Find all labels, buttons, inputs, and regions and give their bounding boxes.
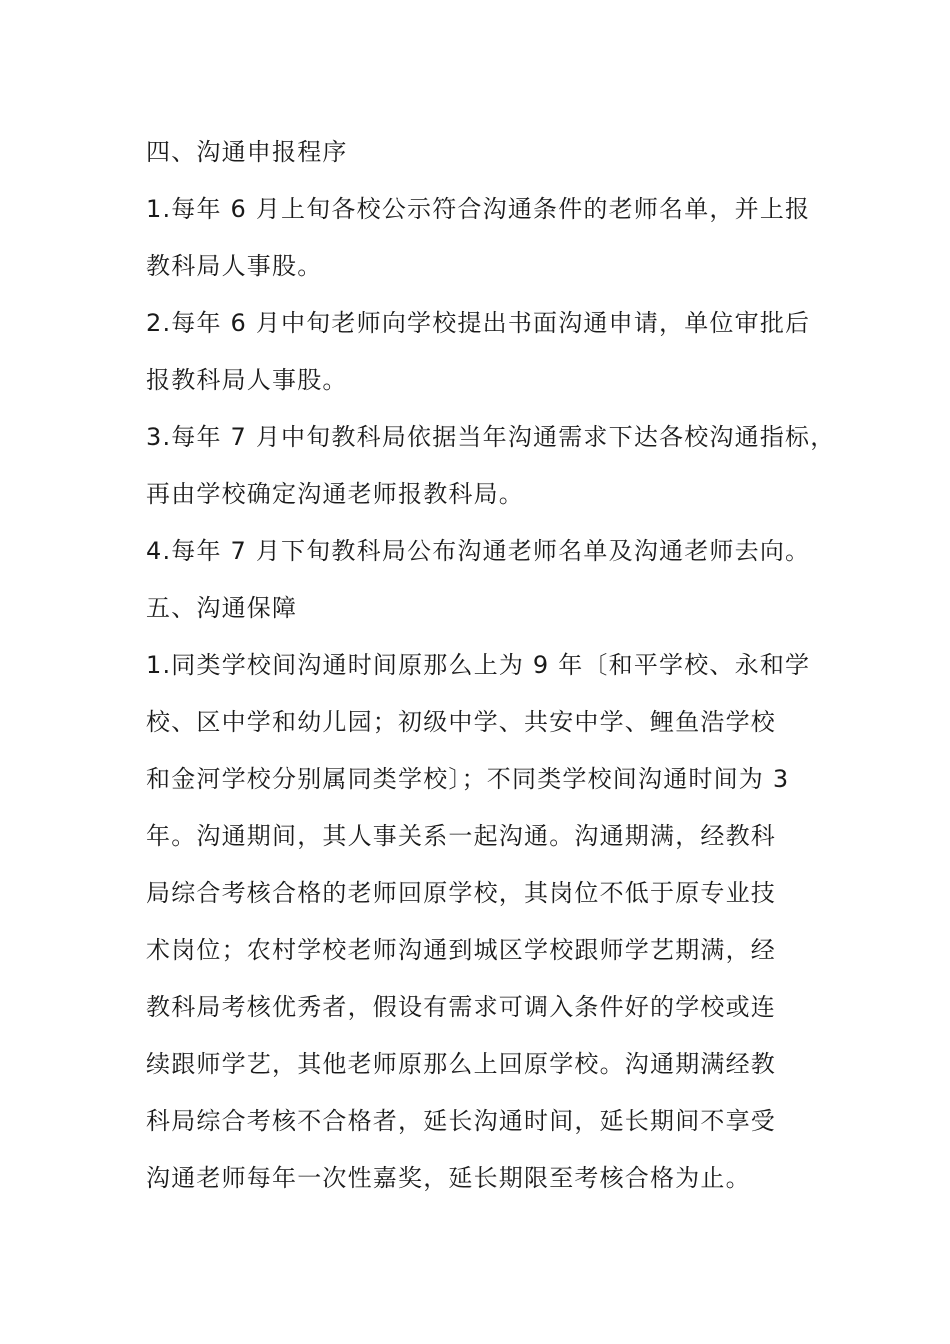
text-line: 年。沟通期间，其人事关系一起沟通。沟通期满，经教科 [146, 822, 776, 850]
text-line: 教科局考核优秀者，假设有需求可调入条件好的学校或连 [146, 993, 776, 1021]
text-line: 科局综合考核不合格者，延长沟通时间，延长期间不享受 [146, 1107, 776, 1135]
text-line: 和金河学校分别属同类学校〕；不同类学校间沟通时间为 3 [146, 765, 790, 793]
text-line: 沟通老师每年一次性嘉奖，延长期限至考核合格为止。 [146, 1164, 751, 1192]
text-line: 术岗位；农村学校老师沟通到城区学校跟师学艺期满，经 [146, 936, 776, 964]
text-line: 再由学校确定沟通老师报教科局。 [146, 480, 524, 508]
text-line: 局综合考核合格的老师回原学校，其岗位不低于原专业技 [146, 879, 776, 907]
text-line: 1.每年 6 月上旬各校公示符合沟通条件的老师名单，并上报 [146, 195, 811, 223]
text-line: 校、区中学和幼儿园；初级中学、共安中学、鲤鱼浩学校 [146, 708, 776, 736]
text-line: 1.同类学校间沟通时间原那么上为 9 年〔和平学校、永和学 [146, 651, 811, 679]
text-line: 3.每年 7 月中旬教科局依据当年沟通需求下达各校沟通指标， [146, 423, 836, 451]
text-line: 报教科局人事股。 [146, 366, 348, 394]
section-heading-5: 五、沟通保障 [146, 594, 298, 622]
text-line: 2.每年 6 月中旬老师向学校提出书面沟通申请，单位审批后 [146, 309, 811, 337]
text-line: 教科局人事股。 [146, 252, 323, 280]
text-line: 4.每年 7 月下旬教科局公布沟通老师名单及沟通老师去向。 [146, 537, 811, 565]
text-line: 续跟师学艺，其他老师原那么上回原学校。沟通期满经教 [146, 1050, 776, 1078]
section-heading-4: 四、沟通申报程序 [146, 138, 348, 166]
